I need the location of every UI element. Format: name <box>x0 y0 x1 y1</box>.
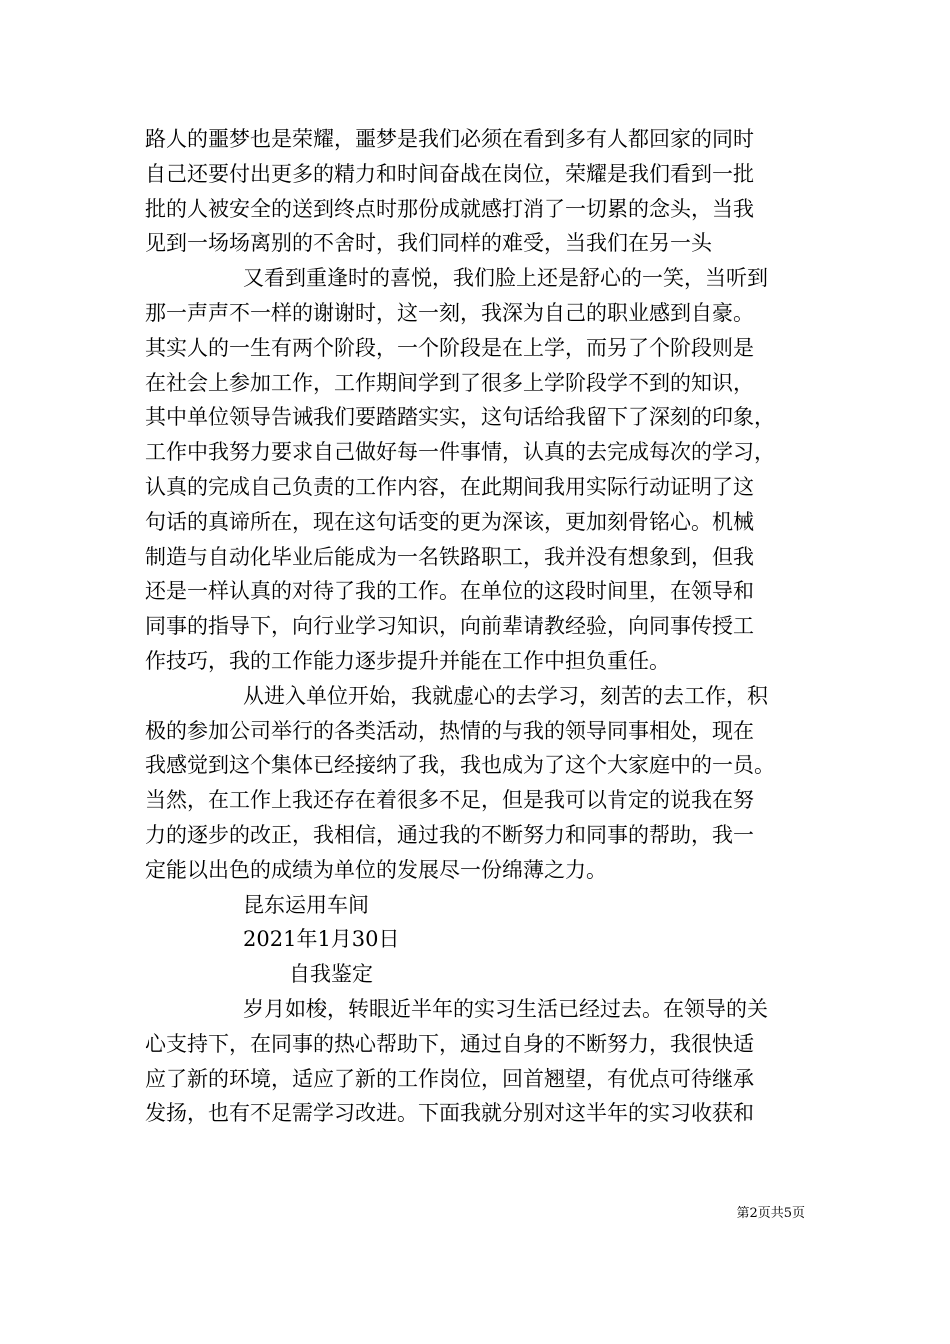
text-line: 还是一样认真的对待了我的工作。在单位的这段时间里，在领导和 <box>145 579 754 604</box>
text-line: 在社会上参加工作，工作期间学到了很多上学阶段学不到的知识， <box>145 370 754 395</box>
text-line: 其实人的一生有两个阶段，一个阶段是在上学，而另了个阶段则是 <box>145 335 754 360</box>
text-line: 作技巧，我的工作能力逐步提升并能在工作中担负重任。 <box>145 648 670 673</box>
text-line: 极的参加公司举行的各类活动，热情的与我的领导同事相处，现在 <box>145 718 754 743</box>
page-number-footer: 第2页共5页 <box>736 1206 805 1221</box>
text-line: 认真的完成自己负责的工作内容，在此期间我用实际行动证明了这 <box>145 474 754 499</box>
document-body <box>145 122 810 1131</box>
text-line: 路人的噩梦也是荣耀，噩梦是我们必须在看到多有人都回家的同时 <box>145 127 754 151</box>
text-line: 我感觉到这个集体已经接纳了我，我也成为了这个大家庭中的一员。 <box>145 753 775 778</box>
text-line: 批的人被安全的送到终点时那份成就感打消了一切累的念头，当我 <box>145 196 754 221</box>
paragraph-start-line: 岁月如梭，转眼近半年的实习生活已经过去。在领导的关 <box>243 996 768 1021</box>
paragraph-start-line: 又看到重逢时的喜悦，我们脸上还是舒心的一笑，当听到 <box>243 266 768 291</box>
text-line: 当然，在工作上我还存在着很多不足，但是我可以肯定的说我在努 <box>145 788 754 813</box>
text-line: 自己还要付出更多的精力和时间奋战在岗位，荣耀是我们看到一批 <box>145 161 754 186</box>
text-line: 其中单位领导告诫我们要踏踏实实，这句话给我留下了深刻的印象， <box>145 405 775 430</box>
text-line: 同事的指导下，向行业学习知识，向前辈请教经验，向同事传授工 <box>145 614 754 639</box>
text-line: 心支持下，在同事的热心帮助下，通过自身的不断努力，我很快适 <box>145 1031 754 1056</box>
text-line: 工作中我努力要求自己做好每一件事情，认真的去完成每次的学习， <box>145 440 775 465</box>
paragraph-start-line: 从进入单位开始，我就虚心的去学习，刻苦的去工作，积 <box>243 683 768 708</box>
text-line: 那一声声不一样的谢谢时，这一刻，我深为自己的职业感到自豪。 <box>145 300 754 325</box>
text-line: 发扬，也有不足需学习改进。下面我就分别对这半年的实习收获和 <box>145 1101 754 1126</box>
signature-organization: 昆东运用车间 <box>243 892 369 917</box>
text-line: 制造与自动化毕业后能成为一名铁路职工，我并没有想象到，但我 <box>145 544 754 569</box>
text-line: 见到一场场离别的不舍时，我们同样的难受，当我们在另一头 <box>145 231 712 256</box>
text-line: 力的逐步的改正，我相信，通过我的不断努力和同事的帮助，我一 <box>145 822 754 847</box>
text-line: 应了新的环境，适应了新的工作岗位，回首翘望，有优点可待继承 <box>145 1066 754 1091</box>
text-line: 句话的真谛所在，现在这句话变的更为深该，更加刻骨铭心。机械 <box>145 509 754 534</box>
signature-date: 2021年1月30日 <box>243 927 400 952</box>
text-line: 定能以出色的成绩为单位的发展尽一份绵薄之力。 <box>145 857 607 882</box>
section-title: 自我鉴定 <box>289 962 373 987</box>
